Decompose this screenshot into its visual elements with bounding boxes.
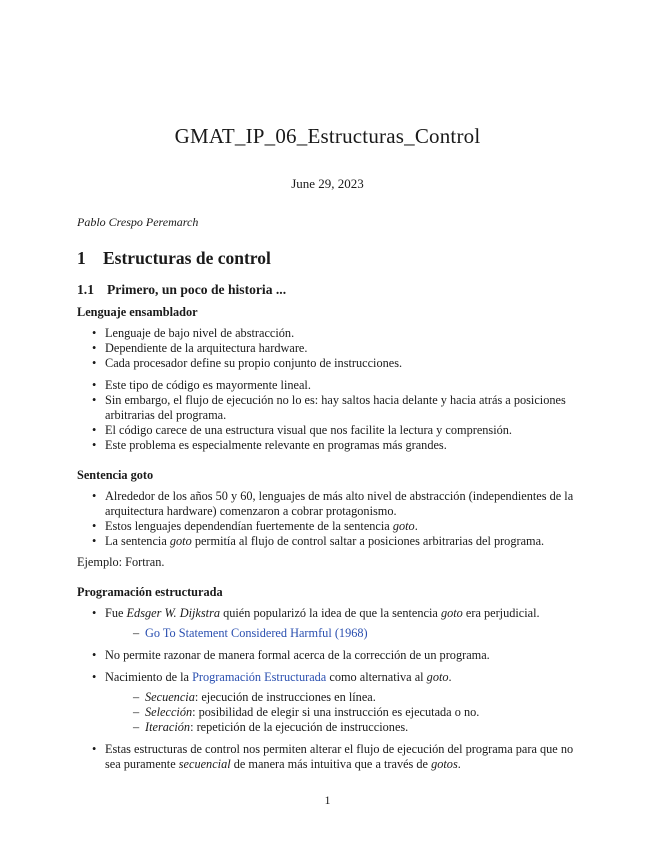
- list-item: • Este problema es especialmente relevante en programas más grandes.: [77, 438, 582, 453]
- sub-list-item: [105, 626, 582, 641]
- section-number: 1: [77, 248, 86, 268]
- bullet-list: [77, 489, 582, 549]
- document-date: June 29, 2023: [291, 176, 364, 191]
- list-item: • Dependiente de la arquitectura hardware.: [77, 341, 582, 356]
- sub-list-item: – Selección: posibilidad de elegir si una instrucción es ejecutada o no.: [105, 705, 582, 720]
- list-item: • El código carece de una estructura visual que nos facilite la lectura y comprensión.: [77, 423, 582, 438]
- list-item: • Lenguaje de bajo nivel de abstracción.: [77, 326, 582, 341]
- list-item: • La sentencia goto permitía al flujo de control saltar a posiciones arbitrarias del programa.: [77, 534, 582, 549]
- list-item: • No permite razonar de manera formal acerca de la corrección de un programa.: [77, 648, 582, 663]
- example-text: Ejemplo: Fortran.: [77, 555, 165, 569]
- list-item: • Nacimiento de la Programación Estructurada como alternativa al goto. – Secuencia: ejecución de instrucciones en línea. – Selección: posibilidad de elegir si una instrucción es ejecutada o no. – Iteración: repetición de la ejecución de instrucciones.: [77, 670, 582, 735]
- document-body: [77, 247, 582, 772]
- subsection-title: Primero, un poco de historia ...: [107, 282, 287, 297]
- list-item: • Cada procesador define su propio conjunto de instrucciones.: [77, 356, 582, 371]
- subsection-number: 1.1: [77, 282, 94, 297]
- paragraph-heading-ensamblador: Lenguaje ensamblador: [77, 305, 198, 319]
- list-item: • Alrededor de los años 50 y 60, lenguajes de más alto nivel de abstracción (independientes de la arquitectura hardware) comenzaron a cobrar protagonismo.: [77, 489, 582, 519]
- list-item: • Estos lenguajes dependendían fuertemente de la sentencia goto.: [77, 519, 582, 534]
- list-item: • Este tipo de código es mayormente lineal.: [77, 378, 582, 393]
- sub-list: [105, 626, 582, 641]
- document-author: Pablo Crespo Peremarch: [77, 215, 199, 229]
- list-item: • Fue Edsger W. Dijkstra quién popularizó la idea de que la sentencia goto era perjudicial. – Go To Statement Considered Harmful (1968): [77, 606, 582, 641]
- document-title: GMAT_IP_06_Estructuras_Control: [174, 124, 481, 148]
- page-number: 1: [324, 793, 331, 807]
- list-item: • Estas estructuras de control nos permiten alterar el flujo de ejecución del programa para que no sea puramente secuencial de manera más intuitiva que a través de gotos.: [77, 742, 582, 772]
- subsection-heading: [77, 281, 582, 299]
- dijkstra-paper-link[interactable]: Go To Statement Considered Harmful (1968): [145, 626, 368, 640]
- bullet-list: [77, 326, 582, 371]
- bullet-list: [77, 378, 582, 453]
- programacion-estructurada-link[interactable]: Programación Estructurada: [192, 670, 327, 684]
- sub-list-item: – Secuencia: ejecución de instrucciones en línea.: [105, 690, 582, 705]
- paragraph-heading-estructurada: Programación estructurada: [77, 585, 223, 599]
- list-item: • Sin embargo, el flujo de ejecución no lo es: hay saltos hacia delante y hacia atrás a posiciones arbitrarias del programa.: [77, 393, 582, 423]
- section-heading: [77, 247, 582, 269]
- sub-list-item: – Iteración: repetición de la ejecución de instrucciones.: [105, 720, 582, 735]
- section-title: Estructuras de control: [103, 248, 271, 268]
- bullet-list: [77, 606, 582, 772]
- paragraph-heading-goto: Sentencia goto: [77, 468, 154, 482]
- sub-list: [105, 690, 582, 735]
